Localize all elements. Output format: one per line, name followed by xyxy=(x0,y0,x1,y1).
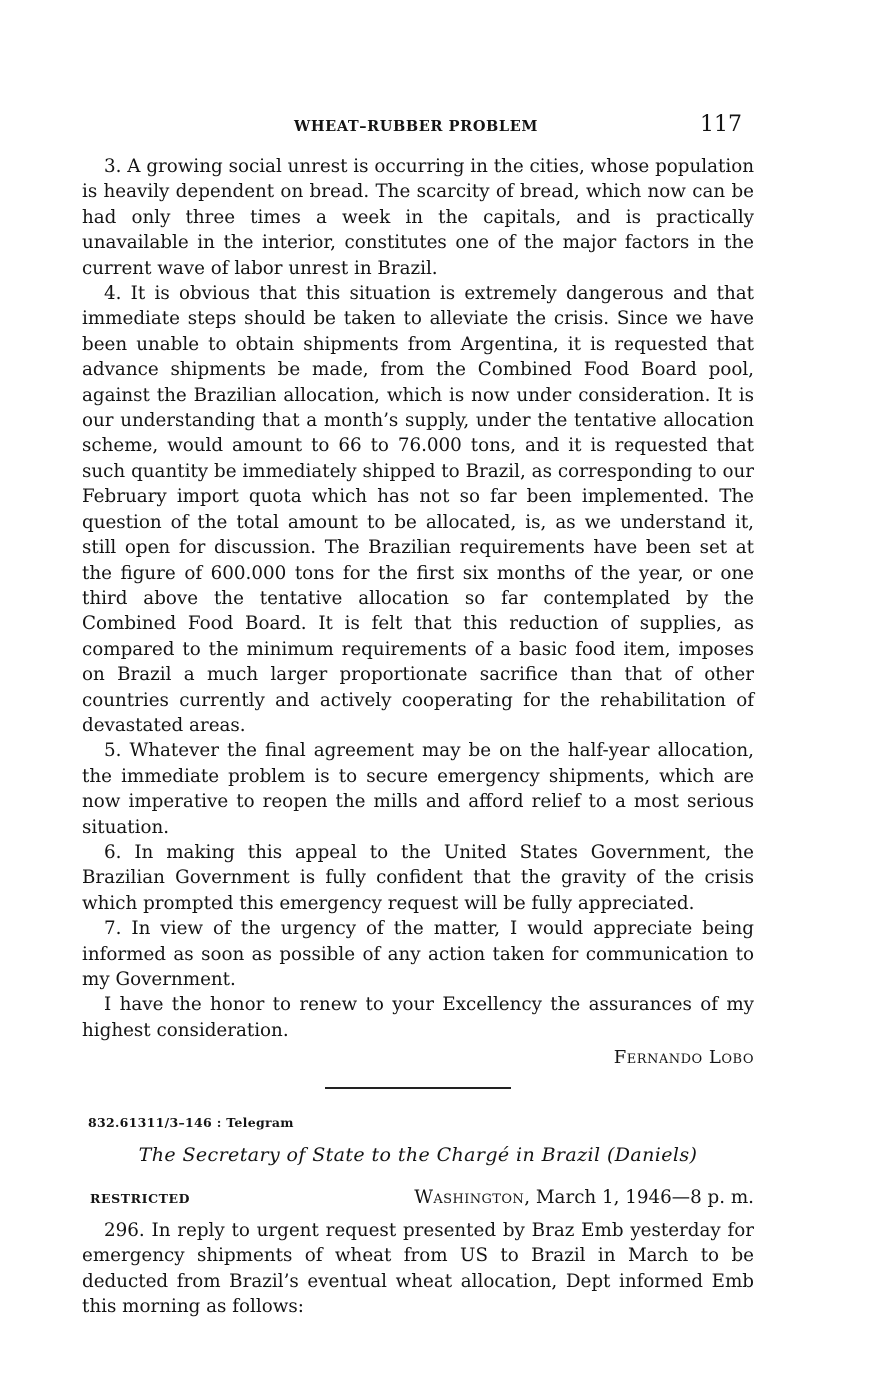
letter-paragraph-5: 5. Whatever the final agreement may be on the half-year allocation, the immediate problem is to secure emergency shipments, which are now imperative to reopen the mills and afford relief to a most serious situation. xyxy=(82,740,754,838)
dateline-date: , March 1, 1946—8 p. m. xyxy=(524,1187,754,1209)
classification-row xyxy=(82,1185,754,1211)
dateline-city: Washington xyxy=(414,1187,525,1209)
dateline xyxy=(414,1185,754,1210)
document-title: The Secretary of State to the Chargé in Brazil (Daniels) xyxy=(138,1144,698,1167)
page-header xyxy=(82,112,750,146)
letter-closing: I have the honor to renew to your Excellency the assurances of my highest consideration. xyxy=(82,994,754,1041)
letter-paragraph-4: 4. It is obvious that this situation is extremely dangerous and that immediate steps should be taken to alleviate the crisis. Since we have been unable to obtain shipments from Argentina, it is requested that advance shipments be made, from the Combined Food Board pool, against the Brazilian allocation, which is now under consideration. It is our understanding that a month’s supply, under the tentative allocation scheme, would amount to 66 to 76.000 tons, and it is requested that such quantity be immediately shipped to Brazil, as corresponding to our February import quota which has not so far been implemented. The question of the total amount to be allocated, is, as we understand it, still open for discussion. The Brazilian requirements have been set at the figure of 600.000 tons for the first six months of the year, or one third above the tentative allocation so far contemplated by the Combined Food Board. It is felt that this reduction of supplies, as compared to the minimum requirements of a basic food item, imposes on Brazil a much larger proportionate sacrifice than that of other countries currently and actively cooperating for the rehabilitation of devastated areas. xyxy=(82,283,754,736)
telegram-paragraph: 296. In reply to urgent request presented by Braz Emb yesterday for emergency shipments of wheat from US to Brazil in March to be deducted from Brazil’s eventual wheat allocation, Dept informed Emb this morning as follows: xyxy=(82,1219,754,1318)
signature: Fernando Lobo xyxy=(613,1047,754,1069)
classification-label: RESTRICTED xyxy=(90,1191,191,1207)
page-number: 117 xyxy=(700,112,742,137)
letter-paragraph-7: 7. In view of the urgency of the matter, I would appreciate being informed as soon as possible of any action taken for communication to my Government. xyxy=(82,918,754,990)
running-title: WHEAT–RUBBER PROBLEM xyxy=(293,118,539,135)
letter-paragraph-6: 6. In making this appeal to the United States Government, the Brazilian Government is fully confident that the gravity of the crisis which prompted this emergency request will be fully appreciated. xyxy=(82,841,754,914)
page-body xyxy=(82,154,754,1319)
file-number: 832.61311/3–146 : Telegram xyxy=(88,1114,294,1130)
section-divider xyxy=(325,1087,511,1089)
letter-paragraph-3: 3. A growing social unrest is occurring in the cities, whose population is heavily dependent on bread. The scarcity of bread, which now can be had only three times a week in the capitals, and is practically unavailable in the interior, constitutes one of the major factors in the current wave of labor unrest in Brazil. xyxy=(82,156,754,279)
